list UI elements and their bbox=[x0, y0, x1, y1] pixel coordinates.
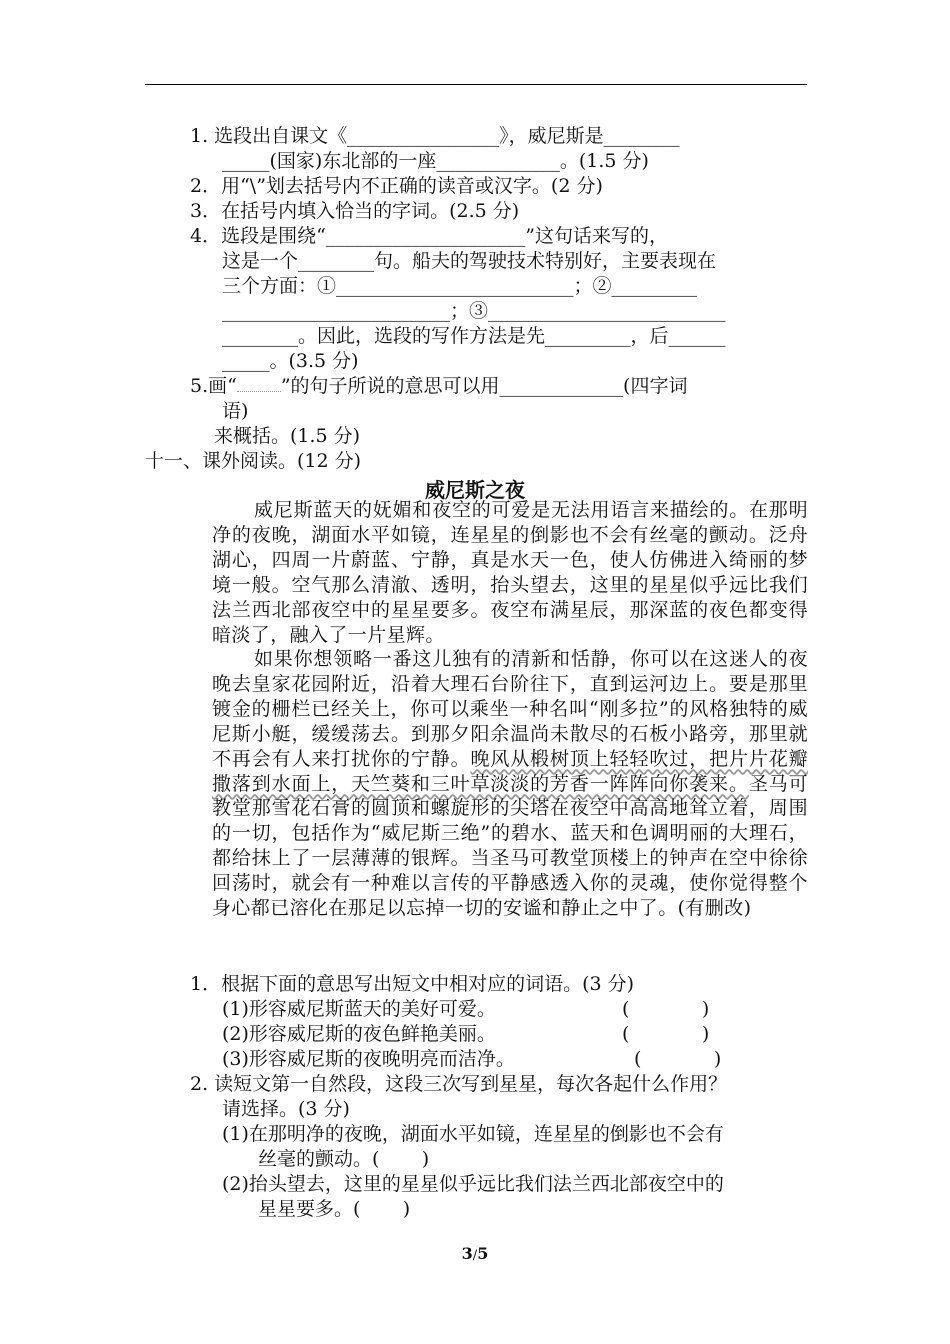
section11-heading: 十一、课外阅读。(12 分) bbox=[145, 450, 362, 472]
page-current: 3 bbox=[461, 1244, 473, 1263]
q10-item2: 2．用“\”划去括号内不正确的读音或汉字。(2 分) bbox=[190, 175, 603, 197]
s11-q1-b-blank[interactable]: ( ) bbox=[622, 1023, 710, 1045]
page-total: 5 bbox=[477, 1244, 489, 1263]
passage-paragraph-2-part-b: 圣马可教堂那雪花石膏的圆顶和螺旋形的尖塔在夜空中高高地耸立着，周围的一切，包括作为“威尼斯三绝”的碧水、蓝天和色调明丽的大理石，都给抹上了一层薄薄的银辉。当圣马可教堂顶楼上的钟声在空中徐徐回荡时，就会有一种难以言传的平静感透入你的灵魂，使你觉得整个身心都已溶化在那足以忘掉一切的安谧和静止之中了。(有删改) bbox=[212, 772, 808, 920]
s11-q2-b-line1: (2)抬头望去，这里的星星似乎远比我们法兰西北部夜空中的 bbox=[222, 1173, 724, 1195]
q10-item4-line5: ________。因此，选段的写作方法是先_________，后______ bbox=[222, 325, 726, 347]
passage-paragraph-2-part-a: 如果你想领略一番这儿独有的清新和恬静，你可以在这迷人的夜晚去皇家花园附近，沿着大理石台阶往下，直到运河边上。要是那里镀金的栅栏已经关上，你可以乘坐一种名叫“刚多拉”的风格独特的威尼斯小艇，缓缓荡去。到那夕阳余温尚未散尽的石板小路旁，那里就不再会有人来打扰你的宁静。 bbox=[212, 648, 808, 770]
q10-item5-line2: 语) bbox=[222, 400, 249, 422]
s11-q1-c: (3)形容威尼斯的夜晚明亮而洁净。 bbox=[222, 1048, 515, 1070]
page-number bbox=[0, 1244, 950, 1263]
q10-item5-suffix: ”的句子所说的意思可以用_____________(四字词 bbox=[280, 375, 688, 397]
s11-q2-b-line2: 星星要多。( ) bbox=[258, 1198, 411, 1220]
s11-q2-stem-2: 请选择。(3 分) bbox=[222, 1098, 350, 1120]
passage-wavy-sentence: 晚风从椴树顶上轻轻吹过，把片片花瓣撒落到水面上，天竺葵和三叶草淡淡的芳香一阵阵向你袭来。 bbox=[212, 747, 809, 795]
q10-item4-line6: _____。(3.5 分) bbox=[222, 350, 359, 372]
q10-item1-line2: _____(国家)东北部的一座_____________。(1.5 分) bbox=[222, 150, 649, 172]
q10-item1-line1: 1. 选段出自课文《________________》，威尼斯是________ bbox=[190, 125, 680, 147]
passage-title: 威尼斯之夜 bbox=[425, 478, 525, 502]
s11-q2-a-line1: (1)在那明净的夜晚，湖面水平如镜，连星星的倒影也不会有 bbox=[222, 1123, 724, 1145]
passage-paragraph-2 bbox=[212, 647, 808, 921]
s11-q2-a-line2: 丝毫的颤动。( ) bbox=[258, 1148, 430, 1170]
s11-q1-a-blank[interactable]: ( ) bbox=[622, 998, 710, 1020]
q10-item4-line4: ________________________；③_________________________ bbox=[222, 300, 726, 322]
s11-q1-b: (2)形容威尼斯的夜色鲜艳美丽。 bbox=[222, 1023, 496, 1045]
passage-paragraph-1: 威尼斯蓝天的妩媚和夜空的可爱是无法用语言来描绘的。在那明净的夜晚，湖面水平如镜，连星星的倒影也不会有丝毫的颤动。泛舟湖心，四周一片蔚蓝、宁静，真是水天一色，使人仿佛进入绮丽的梦境一般。空气那么清澈、透明，抬头望去，这里的星星似乎远比我们法兰西北部夜空中的星星要多。夜空布满星辰，那深蓝的夜色都变得暗淡了，融入了一片星辉。 bbox=[212, 499, 808, 646]
q10-item4-line3: 三个方面：①_________________________；②_________ bbox=[222, 275, 698, 297]
q10-item5-line3: 来概括。(1.5 分) bbox=[214, 425, 361, 447]
q10-item3: 3．在括号内填入恰当的字词。(2.5 分) bbox=[190, 200, 520, 222]
s11-q1-a: (1)形容威尼斯蓝天的美好可爱。 bbox=[222, 998, 496, 1020]
q10-item5-line1 bbox=[190, 374, 687, 399]
header-rule bbox=[145, 84, 807, 85]
wavy-line-sample bbox=[237, 391, 281, 392]
s11-q1-stem: 1．根据下面的意思写出短文中相对应的词语。(3 分) bbox=[190, 973, 635, 995]
s11-q1-c-blank[interactable]: ( ) bbox=[634, 1048, 722, 1070]
q10-item4-line1: 4．选段是围绕“_____________________”这句话来写的， bbox=[190, 225, 669, 247]
page-separator: / bbox=[472, 1248, 478, 1263]
q10-item4-line2: 这是一个________句。船夫的驾驶技术特别好，主要表现在 bbox=[222, 250, 717, 272]
q10-item5-prefix: 5.画“ bbox=[190, 375, 237, 397]
s11-q2-stem-1: 2. 读短文第一自然段，这段三次写到星星，每次各起什么作用？ bbox=[190, 1073, 728, 1095]
